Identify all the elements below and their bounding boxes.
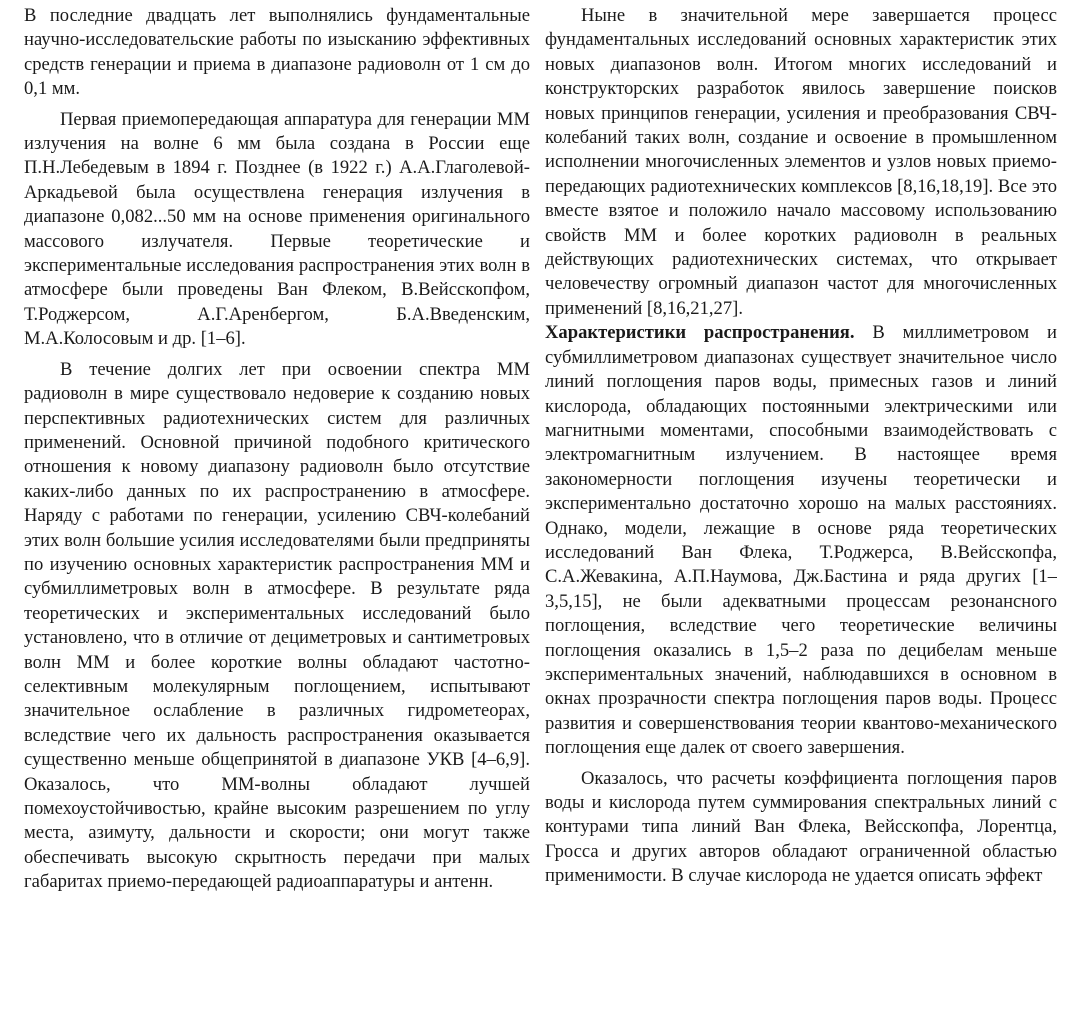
- paragraph-characteristics-body: В миллиметровом и субмиллиметровом диапазонах существует значительное число линий поглощения паров воды, примесных газов и линий кислорода, обладающих постоянными электрическими или магнитными моментами, способными взаимодействовать с электромагнитным излучением. В настоящее время закономерности поглощения изучены теоретически и экспериментально достаточно хорошо на малых расстояниях. Однако, модели, лежащие в основе ряда теоретических исследований Ван Флека, Т.Роджерса, В.Вейсскопфа, С.А.Жевакина, А.П.Наумова, Дж.Бастина и ряда других [1–3,5,15], не были адекватными процессам резонансного поглощения, вследствие чего теоретические величины поглощения оказались в 1,5–2 раза по децибелам меньше экспериментальных значений, наблюдавшихся в основном в окнах прозрачности спектра поглощения паров воды. Процесс развития и совершенствования теории квантово-механического поглощения еще далек от своего завершения.: [545, 322, 1057, 759]
- paragraph-history: Первая приемопередающая аппаратура для генерации ММ излучения на волне 6 мм была создана в России еще П.Н.Лебедевым в 1894 г. Позднее (в 1922 г.) А.А.Глаголевой-Аркадьевой была осуществлена генерация излучения в диапазоне 0,082...50 мм на основе применения оригинального массового излучателя. Первые теоретические и экспериментальные исследования распространения этих волн в атмосфере были проведены Ван Флеком, В.Вейсскопфом, Т.Роджерсом, А.Г.Аренбергом, Б.А.Введенским, М.А.Колосовым и др. [1–6].: [24, 108, 530, 350]
- right-column: [545, 4, 1057, 1025]
- section-heading-characteristics: Характеристики распространения.: [545, 322, 855, 344]
- paragraph-propagation-research: В течение долгих лет при освоении спектра ММ радиоволн в мире существовало недоверие к созданию новых перспективных радиотехнических систем для различных применений. Основной причиной подобного критического отношения к новому диапазону радиоволн было отсутствие каких-либо данных по их распространению в атмосфере. Наряду с работами по генерации, усилению СВЧ-колебаний этих волн большие усилия исследователями были предприняты по изучению основных характеристик распространения ММ и субмиллиметровых волн в атмосфере. В результате ряда теоретических и экспериментальных исследований было установлено, что в отличие от дециметровых и сантиметровых волн ММ и более короткие волны обладают частотно-селективным молекулярным поглощением, испытывают значительное ослабление в различных гидрометеорах, вследствие чего их дальность распространения оказывается существенно меньше общепринятой в диапазоне УКВ [4–6,9]. Оказалось, что ММ-волны обладают лучшей помехоустойчивостью, крайне высоким разрешением по углу места, азимуту, дальности и скорости; они могут также обеспечивать высокую скрытность передачи при малых габаритах приемо-передающей радиоаппаратуры и антенн.: [24, 358, 530, 893]
- paragraph-characteristics: [545, 321, 1057, 760]
- paragraph-current-state: Ныне в значительной мере завершается процесс фундаментальных исследований основных характеристик этих новых диапазонов волн. Итогом многих исследований и конструкторских разработок явилось завершение поисков новых принципов генерации, усиления и преобразования СВЧ-колебаний таких волн, создание и освоение в промышленном исполнении многочисленных элементов и узлов новых приемо-передающих радиотехнических комплексов [8,16,18,19]. Все это вместе взятое и положило начало массовому использованию свойств ММ и более коротких радиоволн в реальных действующих радиотехнических системах, что открывает человечеству огромный диапазон частот для многочисленных применений [8,16,21,27].: [545, 5, 1057, 319]
- paragraph-calculations: Оказалось, что расчеты коэффициента поглощения паров воды и кислорода путем суммирования спектральных линий с контурами типа линий Ван Флека, Вейсскопфа, Лорентца, Гросса и других авторов обладают ограниченной областью применимости. В случае кислорода не удается описать эффект: [545, 767, 1057, 887]
- paragraph-intro: В последние двадцать лет выполнялись фундаментальные научно-исследовательские работы по изысканию эффективных средств генерации и приема в диапазоне радиоволн от 1 см до 0,1 мм.: [24, 5, 530, 100]
- left-column: [24, 4, 530, 1025]
